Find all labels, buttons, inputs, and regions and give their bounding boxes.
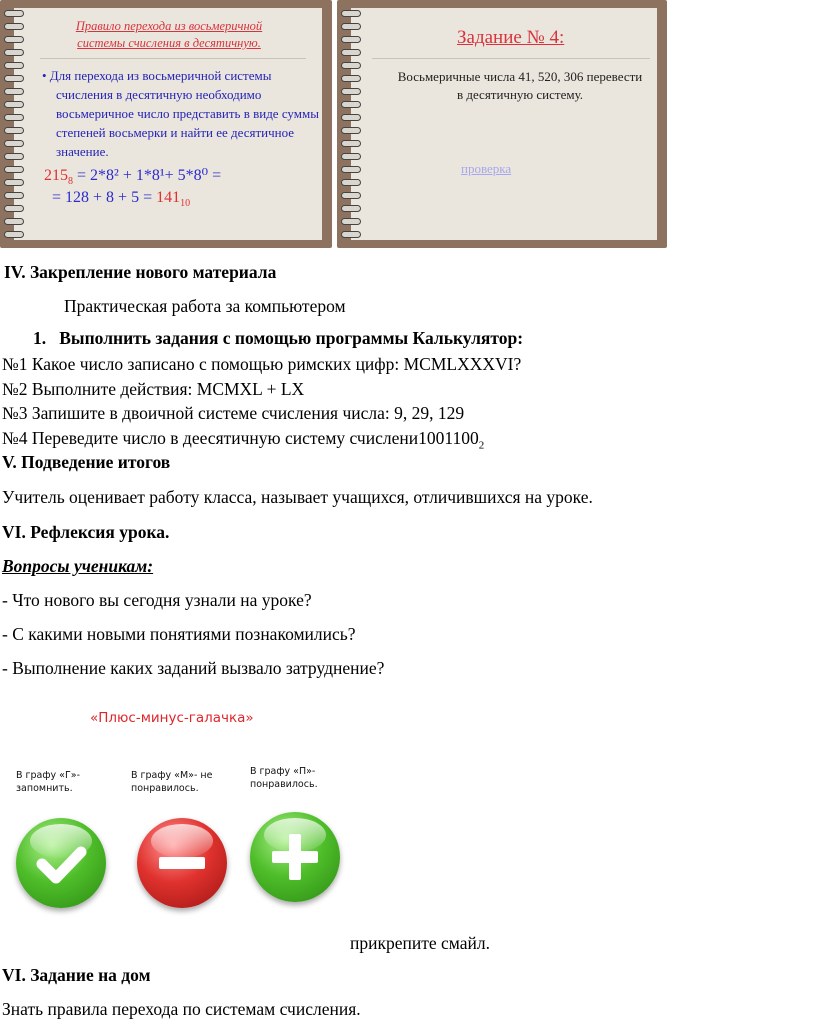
question-3: №3 Запишите в двоичной системе счисления числа: 9, 29, 129 bbox=[2, 403, 465, 423]
reflection-question-1: - Что нового вы сегодня узнали на уроке? bbox=[2, 590, 312, 610]
questions-label: Вопросы ученикам: bbox=[2, 556, 154, 576]
section-5-heading: V. Подведение итогов bbox=[2, 452, 171, 472]
notebook-rings bbox=[341, 10, 363, 238]
homework-text: Знать правила перехода по системам счисления. bbox=[2, 999, 361, 1019]
summary-text: Учитель оценивает работу класса, называет учащихся, отличившихся на уроке. bbox=[2, 487, 593, 507]
label-p: В графу «П»- понравилось. bbox=[250, 766, 318, 790]
label-m: В графу «М»- не понравилось. bbox=[131, 770, 213, 794]
practical-work-text: Практическая работа за компьютером bbox=[64, 296, 346, 316]
reflection-question-3: - Выполнение каких заданий вызвало затруднение? bbox=[2, 658, 385, 678]
question-1: №1 Какое число записано с помощью римских цифр: MCMLXXXVI? bbox=[2, 354, 522, 374]
slide1-bullet-text: • Для перехода из восьмеричной системы счисления в десятичную необходимо восьмеричное число представить в виде суммы степеней восьмерки и найти ее десятичное значение. bbox=[42, 68, 319, 159]
check-link[interactable]: проверка bbox=[461, 161, 512, 176]
check-mark-icon bbox=[16, 818, 106, 908]
question-4: №4 Переведите число в деесятичную систему $счислени1001100_2$ bbox=[2, 428, 485, 452]
section-6-heading: VI. Рефлексия урока. bbox=[2, 522, 170, 542]
question-2: №2 Выполните действия: MCMXL + LX bbox=[2, 379, 305, 399]
task-heading: 1. Выполнить задания с помощью программы Калькулятор: bbox=[33, 328, 524, 348]
plus-minus-title: «Плюс-минус-галачка» bbox=[90, 710, 254, 726]
slide2-task-text: Восьмеричные числа 41, 520, 306 перевести в десятичную систему. bbox=[397, 69, 643, 102]
slide-octal-rule bbox=[0, 0, 332, 248]
plus-icon bbox=[250, 812, 340, 902]
label-g: В графу «Г»- запомнить. bbox=[16, 770, 80, 794]
section-4-heading: IV. Закрепление нового материала bbox=[4, 262, 277, 282]
slide2-title: Задание № 4: bbox=[457, 27, 565, 48]
slide1-formula-line2: = $128 + 8 + 5 = 141_{10}$ bbox=[52, 189, 191, 210]
reflection-question-2: - С какими новыми понятиями познакомились? bbox=[2, 624, 356, 644]
homework-heading: VI. Задание на дом bbox=[2, 965, 151, 985]
slide1-formula-line1: $215_8 = 2*8^2 + 1*8^1+ 5*8^0$ = bbox=[44, 167, 222, 188]
minus-icon bbox=[137, 818, 227, 908]
notebook-rings bbox=[4, 10, 26, 238]
attach-smiley-text: прикрепите смайл. bbox=[350, 933, 490, 953]
slide1-title: Правило перехода из восьмеричной системы счисления в десятичную. bbox=[75, 19, 263, 50]
